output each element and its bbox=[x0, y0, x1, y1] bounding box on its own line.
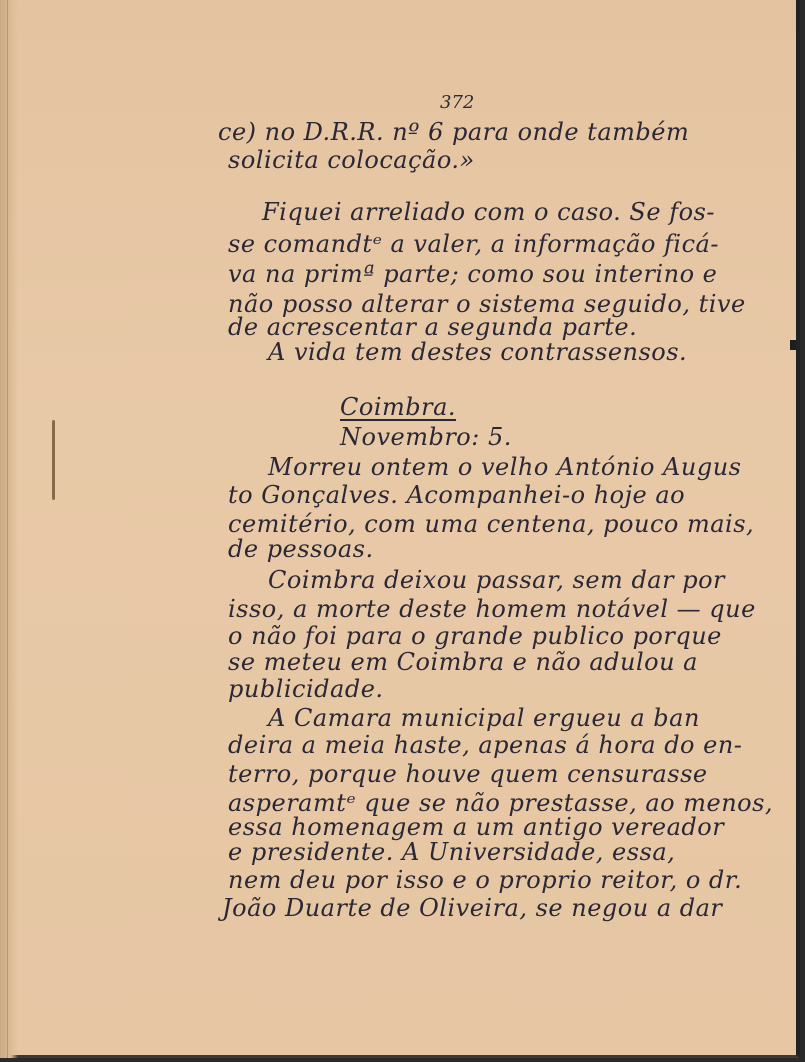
text-line: o não foi para o grande publico porque bbox=[228, 622, 722, 650]
page-edge bbox=[0, 0, 18, 1058]
text-line: Coimbra deixou passar, sem dar por bbox=[268, 566, 726, 594]
text-line: deira a meia haste, apenas á hora do en- bbox=[228, 731, 743, 759]
text-line: A vida tem destes contrassensos. bbox=[268, 338, 688, 366]
text-line: essa homenagem a um antigo vereador bbox=[228, 813, 725, 841]
side-tick bbox=[790, 340, 796, 350]
text-line: se meteu em Coimbra e não adulou a bbox=[228, 648, 698, 676]
date-heading: Novembro: 5. bbox=[340, 423, 512, 451]
text-line: nem deu por isso e o proprio reitor, o dr. bbox=[228, 866, 743, 894]
text-line: não posso alterar o sistema seguido, tive bbox=[228, 290, 746, 318]
text-line: isso, a morte deste homem notável — que bbox=[228, 595, 756, 623]
text-line: se comandtᵉ a valer, a informação ficá- bbox=[228, 230, 719, 258]
page-number: 372 bbox=[440, 92, 475, 113]
text-line: de acrescentar a segunda parte. bbox=[228, 313, 638, 341]
binding-mark bbox=[52, 420, 55, 500]
text-line: cemitério, com uma centena, pouco mais, bbox=[228, 510, 755, 538]
text-line: terro, porque houve quem censurasse bbox=[228, 760, 708, 788]
text-line: to Gonçalves. Acompanhei-o hoje ao bbox=[228, 481, 686, 509]
text-line: Fiquei arreliado com o caso. Se fos- bbox=[262, 198, 715, 226]
text-line: asperamtᵉ que se não prestasse, ao menos, bbox=[228, 789, 774, 817]
text-line: solicita colocação.» bbox=[228, 146, 475, 174]
text-line: e presidente. A Universidade, essa, bbox=[228, 838, 676, 866]
page-edge-line bbox=[7, 0, 8, 1058]
text-line: ce) no D.R.R. nº 6 para onde também bbox=[218, 118, 690, 146]
text-line: va na primª parte; como sou interino e bbox=[228, 260, 718, 288]
text-line: A Camara municipal ergueu a ban bbox=[268, 704, 700, 732]
section-heading: Coimbra. bbox=[340, 393, 457, 421]
text-line: publicidade. bbox=[228, 675, 384, 703]
text-line: Morreu ontem o velho António Augus bbox=[268, 453, 742, 481]
text-line: João Duarte de Oliveira, se negou a dar bbox=[222, 894, 723, 922]
text-line: de pessoas. bbox=[228, 535, 374, 563]
